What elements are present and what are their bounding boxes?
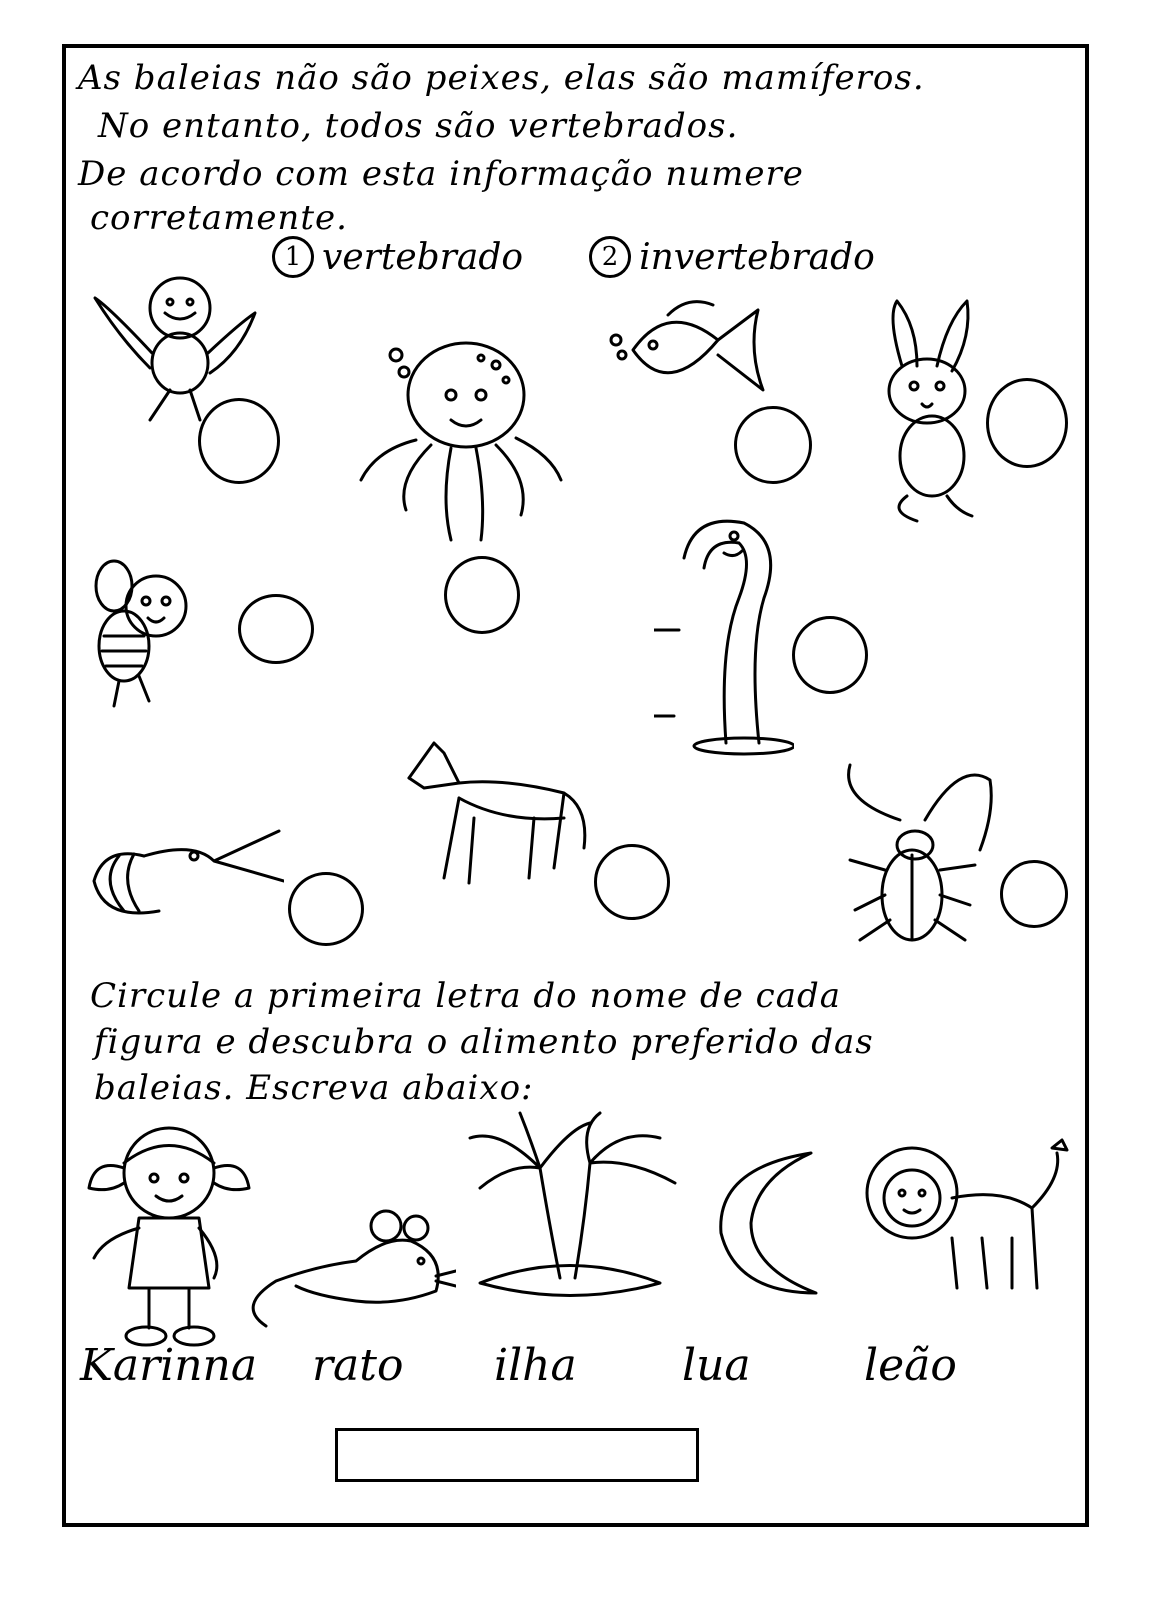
legend: [272, 236, 875, 278]
octopus-icon: [356, 340, 566, 550]
word-leao: leão: [864, 1340, 957, 1391]
answer-circle-fish[interactable]: [734, 406, 812, 484]
second-instruction-line-2: figura e descubra o alimento preferido das: [94, 1022, 874, 1062]
instruction-line-2: No entanto, todos são vertebrados.: [98, 106, 739, 146]
cockroach-icon: [840, 760, 1000, 950]
bee-icon: [84, 556, 204, 711]
answer-circle-octopus[interactable]: [444, 556, 520, 634]
instruction-line-3: De acordo com esta informação numere: [78, 154, 804, 194]
second-instruction-line-1: Circule a primeira letra do nome de cada: [90, 976, 842, 1016]
answer-circle-horse[interactable]: [594, 844, 670, 920]
word-ilha: ilha: [494, 1340, 577, 1391]
answer-circle-rabbit[interactable]: [986, 378, 1068, 468]
answer-circle-shrimp[interactable]: [288, 872, 364, 946]
instruction-line-4: corretamente.: [90, 198, 348, 238]
second-instruction-line-3: baleias. Escreva abaixo:: [94, 1068, 534, 1108]
worm-icon: [654, 508, 794, 758]
answer-circle-worm[interactable]: [792, 616, 868, 694]
horse-icon: [404, 738, 594, 888]
rat-icon: [236, 1206, 456, 1336]
answer-circle-bee[interactable]: [238, 594, 314, 664]
answer-circle-cockroach[interactable]: [1000, 860, 1068, 928]
answer-box[interactable]: [335, 1428, 699, 1482]
shrimp-icon: [84, 826, 284, 926]
palm-island-icon: [460, 1108, 680, 1308]
lion-icon: [862, 1138, 1072, 1298]
word-karinna: Karinna: [80, 1340, 258, 1391]
legend-label-invertebrado: invertebrado: [639, 236, 875, 278]
instruction-line-1: As baleias não são peixes, elas são mamíferos.: [78, 58, 925, 98]
fish-icon: [608, 290, 768, 410]
moon-icon: [706, 1148, 826, 1298]
legend-number-2: 2: [589, 236, 631, 278]
legend-label-vertebrado: vertebrado: [322, 236, 524, 278]
rabbit-icon: [872, 296, 982, 531]
word-rato: rato: [312, 1340, 404, 1391]
girl-icon: [84, 1118, 254, 1348]
word-lua: lua: [682, 1340, 751, 1391]
answer-circle-bird[interactable]: [198, 398, 280, 484]
legend-number-1: 1: [272, 236, 314, 278]
